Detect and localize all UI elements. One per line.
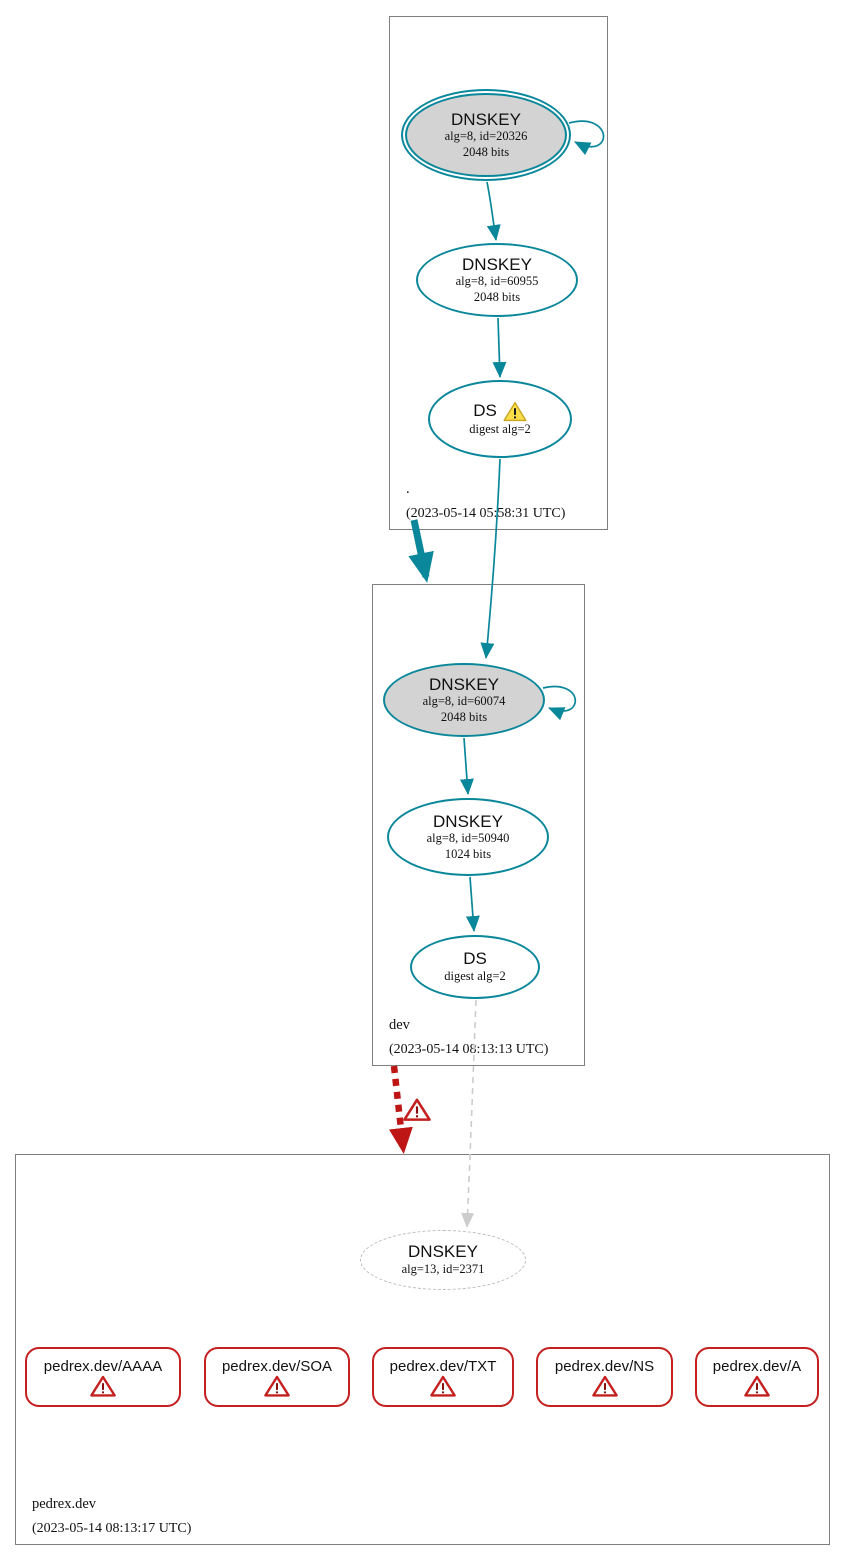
zone-meta-pedrex-dev [32,1497,191,1537]
node-title: DNSKEY [451,109,521,129]
record-pedrex-dev-ns[interactable] [536,1347,673,1407]
node-detail: alg=8, id=60955 [455,274,539,289]
zone-timestamp-pedrex-dev: (2023-05-14 08:13:17 UTC) [32,1521,192,1536]
error-warning-icon [90,1375,116,1397]
error-warning-icon [264,1375,290,1397]
node-root-zsk-dnskey[interactable] [416,243,578,317]
record-label: pedrex.dev/SOA [221,1357,333,1375]
zone-name-pedrex-dev: pedrex.dev [32,1495,97,1512]
record-pedrex-dev-soa[interactable] [204,1347,350,1407]
node-title: DNSKEY [462,254,532,274]
node-pedrex-dnskey[interactable] [360,1230,526,1290]
record-pedrex-dev-aaaa[interactable] [25,1347,181,1407]
zone-meta-root [406,482,565,522]
node-title: DS [463,949,487,969]
delegation-warning-icon [403,1097,431,1122]
record-label: pedrex.dev/AAAA [43,1357,163,1375]
node-title: DNSKEY [408,1242,478,1262]
zone-name-root: . [406,480,410,497]
node-dev-zsk-dnskey[interactable] [387,798,549,876]
node-root-ksk-body [405,93,567,177]
node-detail: 2048 bits [473,289,521,304]
node-root-ds[interactable] [428,380,572,458]
node-title: DNSKEY [429,674,499,694]
zone-meta-dev [389,1018,548,1058]
node-dev-ds[interactable] [410,935,540,999]
node-detail: 2048 bits [462,144,510,159]
edge-delegation-dev-to-pedrex-bogus [394,1066,403,1147]
zone-name-dev: dev [389,1016,410,1033]
zone-timestamp-dev: (2023-05-14 08:13:13 UTC) [389,1042,549,1057]
error-warning-icon [430,1375,456,1397]
node-root-ksk-dnskey[interactable] [401,89,571,181]
record-label: pedrex.dev/NS [554,1357,655,1375]
node-detail: alg=13, id=2371 [401,1261,485,1276]
record-pedrex-dev-txt[interactable] [372,1347,514,1407]
node-detail: digest alg=2 [469,421,531,436]
record-pedrex-dev-a[interactable] [695,1347,819,1407]
node-detail: alg=8, id=60074 [422,694,506,709]
error-warning-icon [744,1375,770,1397]
node-detail: digest alg=2 [444,968,506,983]
node-detail: alg=8, id=50940 [426,831,510,846]
node-detail: 1024 bits [444,846,492,861]
record-label: pedrex.dev/A [712,1357,802,1375]
error-warning-icon [592,1375,618,1397]
node-detail: 2048 bits [440,709,488,724]
node-detail: alg=8, id=20326 [444,129,528,144]
node-dev-ksk-dnskey[interactable] [383,663,545,737]
warning-icon [503,401,527,422]
zone-timestamp-root: (2023-05-14 05:58:31 UTC) [406,506,566,521]
node-title: DS [473,401,497,421]
record-label: pedrex.dev/TXT [389,1357,497,1375]
node-title: DNSKEY [433,811,503,831]
